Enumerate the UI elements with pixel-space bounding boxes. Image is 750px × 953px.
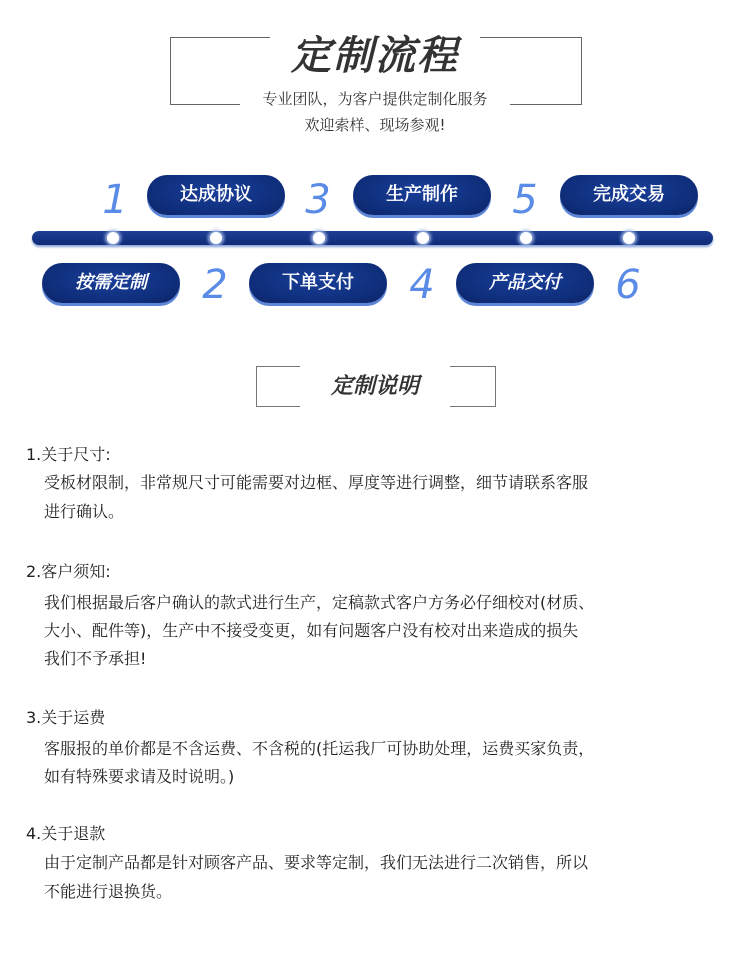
note-heading: 4.关于退款 [26,824,106,843]
timeline-dot [210,232,222,244]
step-number-4: 4 [409,262,435,308]
timeline-bar [32,231,713,245]
note-heading: 2.客户须知: [26,562,111,581]
timeline-dot [417,232,429,244]
note-heading: 1.关于尺寸: [26,445,111,464]
note-line: 我们根据最后客户确认的款式进行生产，定稿款式客户方务必仔细校对(材质、 [44,593,595,612]
timeline-dot [623,232,635,244]
timeline-dot [313,232,325,244]
step-5-pill: 产品交付 [456,263,594,303]
note-heading: 3.关于运费 [26,708,106,727]
timeline-dot [107,232,119,244]
subtitle-line-1: 专业团队，为客户提供定制化服务 [262,90,488,108]
step-3-pill: 下单支付 [249,263,387,303]
subtitle-line-2: 欢迎索样、现场参观! [304,116,446,134]
note-line: 我们不予承担! [44,649,147,668]
step-6-pill: 完成交易 [560,175,698,215]
note-line: 不能进行退换货。 [44,882,173,901]
step-number-1: 1 [102,177,128,223]
note-line: 如有特殊要求请及时说明。) [44,767,235,786]
step-2-pill: 达成协议 [147,175,285,215]
step-1-pill: 按需定制 [42,263,180,303]
timeline-dot [520,232,532,244]
step-number-2: 2 [202,262,228,308]
note-line: 客服报的单价都是不含运费、不含税的(托运我厂可协助处理，运费买家负责， [44,739,595,758]
note-line: 大小、配件等)，生产中不接受变更，如有问题客户没有校对出来造成的损失 [44,621,579,640]
step-number-3: 3 [305,177,331,223]
step-number-5: 5 [512,177,538,223]
notes-title: 定制说明 [330,374,419,399]
page-title: 定制流程 [291,33,459,79]
step-4-pill: 生产制作 [353,175,491,215]
note-line: 受板材限制，非常规尺寸可能需要对边框、厚度等进行调整，细节请联系客服 [44,473,589,492]
note-line: 进行确认。 [44,502,125,521]
note-line: 由于定制产品都是针对顾客产品、要求等定制，我们无法进行二次销售，所以 [44,853,589,872]
step-number-6: 6 [615,262,641,308]
